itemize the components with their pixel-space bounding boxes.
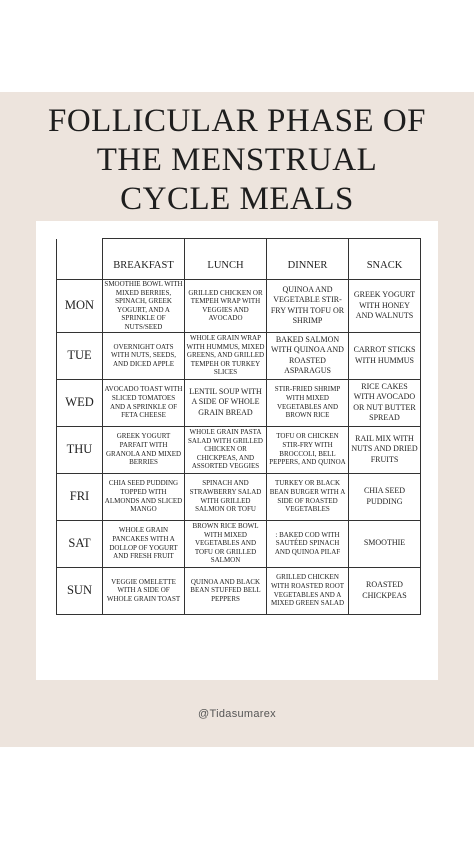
lunch-cell: LENTIL SOUP WITH A SIDE OF WHOLE GRAIN BREAD	[185, 379, 267, 426]
snack-cell: CARROT STICKS WITH HUMMUS	[349, 332, 421, 379]
dinner-cell: QUINOA AND VEGETABLE STIR-FRY WITH TOFU OR SHRIMP	[267, 280, 349, 333]
snack-cell: SMOOTHIE	[349, 520, 421, 567]
table-row	[57, 520, 421, 567]
day-cell: SAT	[57, 520, 103, 567]
table-row	[57, 473, 421, 520]
breakfast-cell: AVOCADO TOAST WITH SLICED TOMATOES AND A SPRINKLE OF FETA CHEESE	[103, 379, 185, 426]
lunch-cell: SPINACH AND STRAWBERRY SALAD WITH GRILLED SALMON OR TOFU	[185, 473, 267, 520]
header-row	[57, 239, 421, 280]
lunch-cell: QUINOA AND BLACK BEAN STUFFED BELL PEPPERS	[185, 567, 267, 614]
table-row	[57, 426, 421, 473]
dinner-cell: BAKED SALMON WITH QUINOA AND ROASTED ASPARAGUS	[267, 332, 349, 379]
table-row	[57, 280, 421, 333]
lunch-cell: GRILLED CHICKEN OR TEMPEH WRAP WITH VEGGIES AND AVOCADO	[185, 280, 267, 333]
day-cell: SUN	[57, 567, 103, 614]
meal-plan-table	[56, 238, 421, 615]
day-cell: FRI	[57, 473, 103, 520]
lunch-cell: WHOLE GRAIN WRAP WITH HUMMUS, MIXED GREENS, AND GRILLED TEMPEH OR TURKEY SLICES	[185, 332, 267, 379]
snack-cell: RICE CAKES WITH AVOCADO OR NUT BUTTER SPREAD	[349, 379, 421, 426]
dinner-cell: TOFU OR CHICKEN STIR-FRY WITH BROCCOLI, BELL PEPPERS, AND QUINOA	[267, 426, 349, 473]
column-header-dinner: DINNER	[267, 239, 349, 280]
title-line: FOLLICULAR PHASE OF	[47, 103, 427, 139]
dinner-cell: GRILLED CHICKEN WITH ROASTED ROOT VEGETABLES AND A MIXED GREEN SALAD	[267, 567, 349, 614]
breakfast-cell: VEGGIE OMELETTE WITH A SIDE OF WHOLE GRAIN TOAST	[103, 567, 185, 614]
column-header-breakfast: BREAKFAST	[103, 239, 185, 280]
title-line: THE MENSTRUAL	[96, 142, 378, 178]
lunch-cell: WHOLE GRAIN PASTA SALAD WITH GRILLED CHICKEN OR CHICKPEAS, AND ASSORTED VEGGIES	[185, 426, 267, 473]
dinner-cell: STIR-FRIED SHRIMP WITH MIXED VEGETABLES AND BROWN RICE	[267, 379, 349, 426]
table-row	[57, 567, 421, 614]
breakfast-cell: SMOOTHIE BOWL WITH MIXED BERRIES, SPINACH, GREEK YOGURT, AND A SPRINKLE OF NUTS/SEED	[104, 280, 183, 331]
page-title	[0, 102, 474, 219]
snack-cell: ROASTED CHICKPEAS	[349, 567, 421, 614]
day-cell: MON	[57, 280, 103, 333]
snack-cell: GREEK YOGURT WITH HONEY AND WALNUTS	[349, 280, 421, 333]
title-line: CYCLE MEALS	[120, 181, 354, 217]
snack-cell: RAIL MIX WITH NUTS AND DRIED FRUITS	[349, 426, 421, 473]
creator-handle: @Tidasumarex	[198, 708, 276, 720]
dinner-cell: TURKEY OR BLACK BEAN BURGER WITH A SIDE OF ROASTED VEGETABLES	[267, 473, 349, 520]
table-row	[57, 332, 421, 379]
snack-cell: CHIA SEED PUDDING	[349, 473, 421, 520]
table-row	[57, 379, 421, 426]
day-cell: TUE	[57, 332, 103, 379]
corner-cell	[57, 239, 103, 280]
day-cell: WED	[57, 379, 103, 426]
breakfast-cell: WHOLE GRAIN PANCAKES WITH A DOLLOP OF YOGURT AND FRESH FRUIT	[103, 520, 185, 567]
breakfast-cell: CHIA SEED PUDDING TOPPED WITH ALMONDS AND SLICED MANGO	[103, 473, 185, 520]
lunch-cell: BROWN RICE BOWL WITH MIXED VEGETABLES AND TOFU OR GRILLED SALMON	[185, 520, 267, 567]
breakfast-cell: OVERNIGHT OATS WITH NUTS, SEEDS, AND DICED APPLE	[103, 332, 185, 379]
day-cell: THU	[57, 426, 103, 473]
breakfast-cell: GREEK YOGURT PARFAIT WITH GRANOLA AND MIXED BERRIES	[103, 426, 185, 473]
column-header-lunch: LUNCH	[185, 239, 267, 280]
column-header-snack: SNACK	[349, 239, 421, 280]
dinner-cell: : BAKED COD WITH SAUTÉED SPINACH AND QUINOA PILAF	[267, 520, 349, 567]
